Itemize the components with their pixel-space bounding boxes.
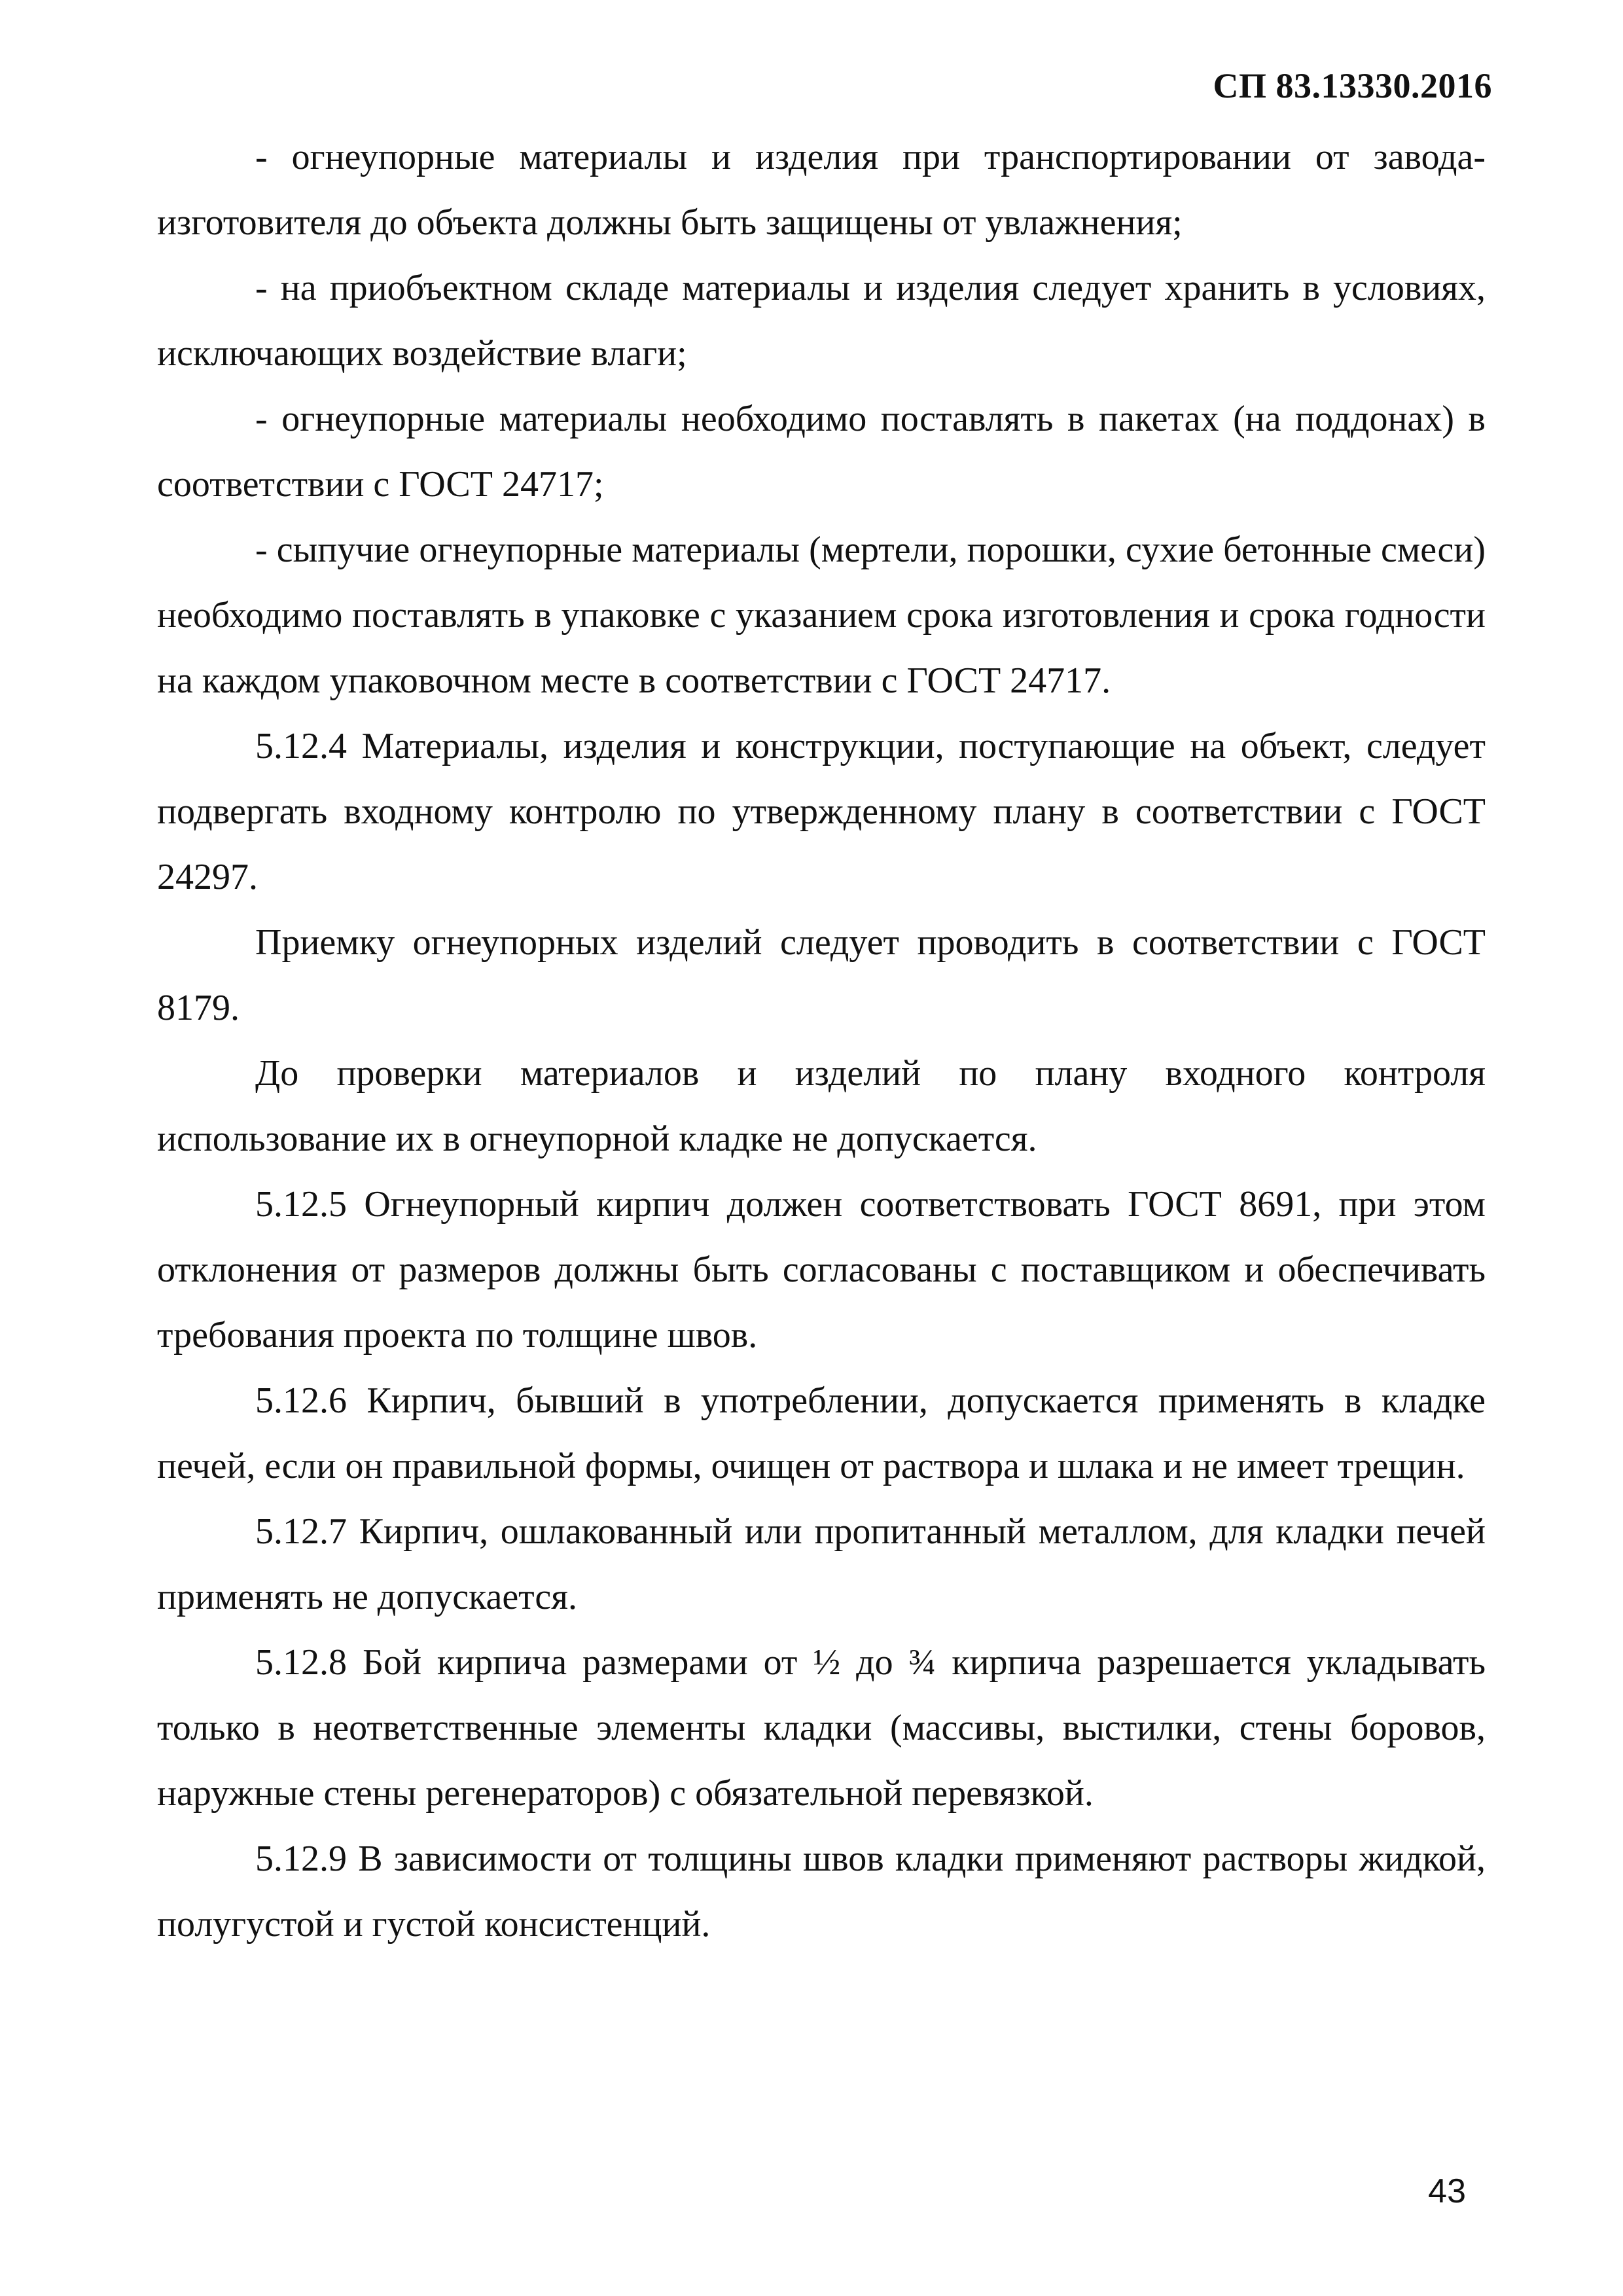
paragraph: - на приобъектном складе материалы и изделия следует хранить в условиях, исключающих воздействие влаги; [157, 268, 1486, 374]
paragraph: Приемку огнеупорных изделий следует проводить в соответствии с ГОСТ 8179. [157, 922, 1486, 1028]
paragraph: До проверки материалов и изделий по плану входного контроля использование их в огнеупорной кладке не допускается. [157, 1053, 1486, 1159]
paragraph: - огнеупорные материалы и изделия при транспортировании от завода-изготовителя до объекта должны быть защищены от увлажнения; [157, 137, 1486, 243]
paragraph: 5.12.5 Огнеупорный кирпич должен соответствовать ГОСТ 8691, при этом отклонения от размеров должны быть согласованы с поставщиком и обеспечивать требования проекта по толщине швов. [157, 1184, 1486, 1355]
paragraph: - огнеупорные материалы необходимо поставлять в пакетах (на поддонах) в соответствии с ГОСТ 24717; [157, 399, 1486, 505]
paragraph: 5.12.4 Материалы, изделия и конструкции, поступающие на объект, следует подвергать входному контролю по утвержденному плану в соответствии с ГОСТ 24297. [157, 726, 1486, 897]
paragraph: 5.12.9 В зависимости от толщины швов кладки применяют растворы жидкой, полугустой и густой консистенций. [157, 1839, 1486, 1945]
paragraph: 5.12.6 Кирпич, бывший в употреблении, допускается применять в кладке печей, если он правильной формы, очищен от раствора и шлака и не имеет трещин. [157, 1380, 1486, 1486]
paragraph: - сыпучие огнеупорные материалы (мертели, порошки, сухие бетонные смеси) необходимо поставлять в упаковке с указанием срока изготовления и срока годности на каждом упаковочном месте в соответствии с ГОСТ 24717. [157, 529, 1486, 701]
page-body [157, 124, 1486, 1957]
document-code: СП 83.13330.2016 [1213, 66, 1492, 105]
paragraph: 5.12.7 Кирпич, ошлакованный или пропитанный металлом, для кладки печей применять не допускается. [157, 1511, 1486, 1617]
paragraph: 5.12.8 Бой кирпича размерами от ½ до ¾ кирпича разрешается укладывать только в неответственные элементы кладки (массивы, выстилки, стены боровов, наружные стены регенераторов) с обязательной перевязкой. [157, 1642, 1486, 1814]
page-number: 43 [1428, 2172, 1466, 2210]
